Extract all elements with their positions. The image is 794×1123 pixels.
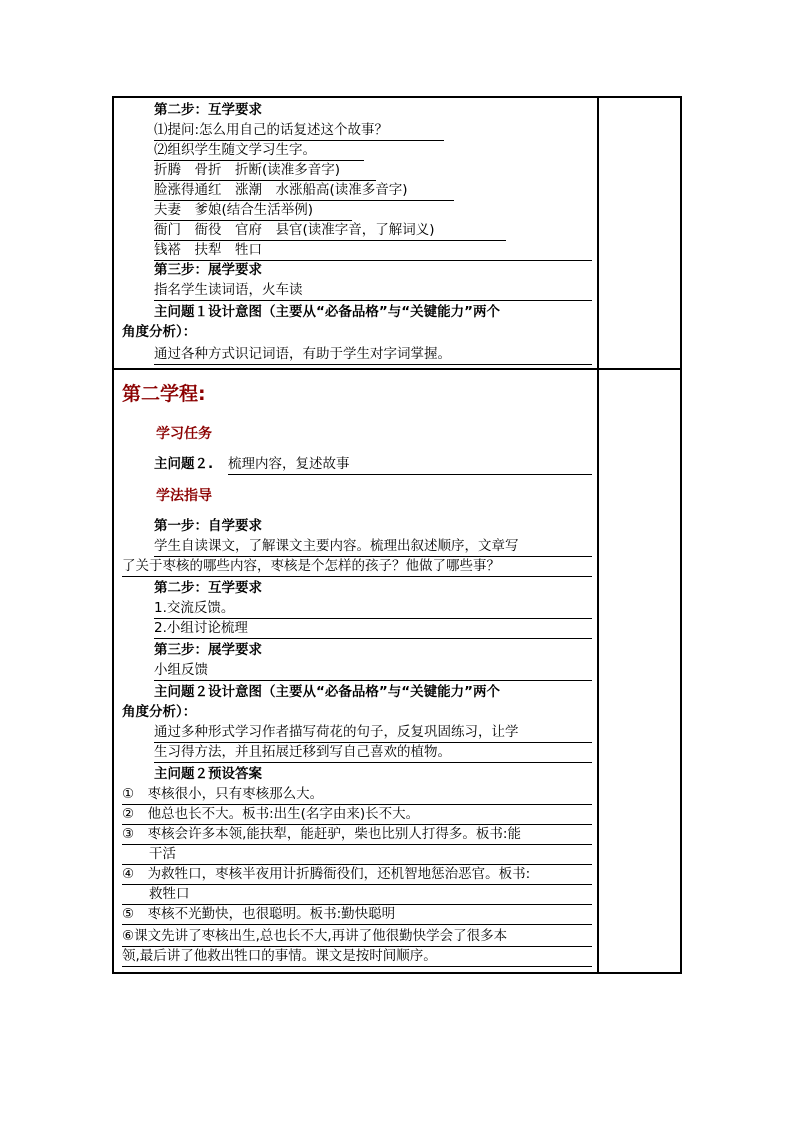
s2-step2-line: 1.交流反馈。 — [154, 598, 592, 619]
answer-item: ④ 为救牲口，枣核半夜用计折腾衙役们，还机智地惩治恶官。板书: — [122, 864, 592, 885]
s1-design-answer: 通过各种方式识记词语，有助于学生对字词掌握。 — [154, 344, 592, 365]
s2-design-answer1: 通过多种形式学习作者描写荷花的句子，反复巩固练习，让学 — [154, 722, 592, 743]
s2-step3-heading: 第三步：展学要求 — [154, 642, 262, 658]
s1-line: 脸涨得通红 涨潮 水涨船高(读准多音字) — [154, 180, 454, 201]
s1-design-intent-2: 角度分析）： — [122, 324, 197, 340]
s1-step3-line: 指名学生读词语，火车读 — [154, 280, 592, 301]
s1-step2-heading: 第二步：互学要求 — [154, 102, 262, 118]
answer-item: ③ 枣核会许多本领,能扶犁，能赶驴，柴也比别人打得多。板书:能 — [122, 824, 592, 845]
s2-step1-heading: 第一步：自学要求 — [154, 518, 262, 534]
s2-step2-line: 2.小组讨论梳理 — [154, 618, 592, 639]
s1-line: 衙门 衙役 官府 县官(读准字音，了解词义) — [154, 220, 506, 241]
preset-heading: 主问题２预设答案 — [154, 766, 262, 782]
answer-item: ① 枣核很小，只有枣核那么大。 — [122, 784, 592, 805]
summary-line2: 领,最后讲了他救出牲口的事情。课文是按时间顺序。 — [122, 946, 592, 967]
s2-design-intent-2: 角度分析）： — [122, 704, 197, 720]
s1-line: 钱褡 扶犁 牲口 — [154, 240, 592, 261]
s2-design-answer2: 生习得方法，并且拓展迁移到写自己喜欢的植物。 — [154, 742, 592, 763]
s2-design-intent: 主问题２设计意图（主要从“必备品格”与“关键能力”两个 — [154, 684, 500, 700]
summary-line1: ⑥课文先讲了枣核出生,总也长不大,再讲了他很勤快学会了很多本 — [122, 926, 592, 947]
s2-step3-line: 小组反馈 — [154, 660, 592, 681]
answer-item: 干活 — [122, 844, 592, 865]
row-divider — [114, 368, 680, 370]
section-2-title: 第二学程: — [122, 383, 206, 405]
main-question-label: 主问题２. — [154, 456, 214, 472]
main-question-text: 梳理内容，复述故事 — [228, 454, 592, 475]
s2-step1-line2: 了关于枣核的哪些内容，枣核是个怎样的孩子？他做了哪些事？ — [122, 556, 592, 577]
task-label: 学习任务 — [156, 426, 212, 442]
s2-step1-line1: 学生自读课文，了解课文主要内容。梳理出叙述顺序，文章写 — [154, 536, 592, 557]
s1-line: 夫妻 爹娘(结合生活举例) — [154, 200, 352, 221]
s1-line: 折腾 骨折 折断(读准多音字) — [154, 160, 376, 181]
s1-design-intent: 主问题１设计意图（主要从“必备品格”与“关键能力”两个 — [154, 304, 500, 320]
s1-line: ⑴提问:怎么用自己的话复述这个故事？ — [154, 120, 444, 141]
s2-step2-heading: 第二步：互学要求 — [154, 580, 262, 596]
method-label: 学法指导 — [156, 488, 212, 504]
answer-item: 救牲口 — [122, 884, 592, 905]
answer-item: ⑤ 枣核不光勤快，也很聪明。板书:勤快聪明 — [122, 904, 592, 925]
s1-line: ⑵组织学生随文学习生字。 — [154, 140, 364, 161]
s1-step3-heading: 第三步：展学要求 — [154, 262, 262, 278]
lesson-table — [112, 96, 682, 974]
answer-item: ② 他总也长不大。板书:出生(名字由来)长不大。 — [122, 804, 592, 825]
